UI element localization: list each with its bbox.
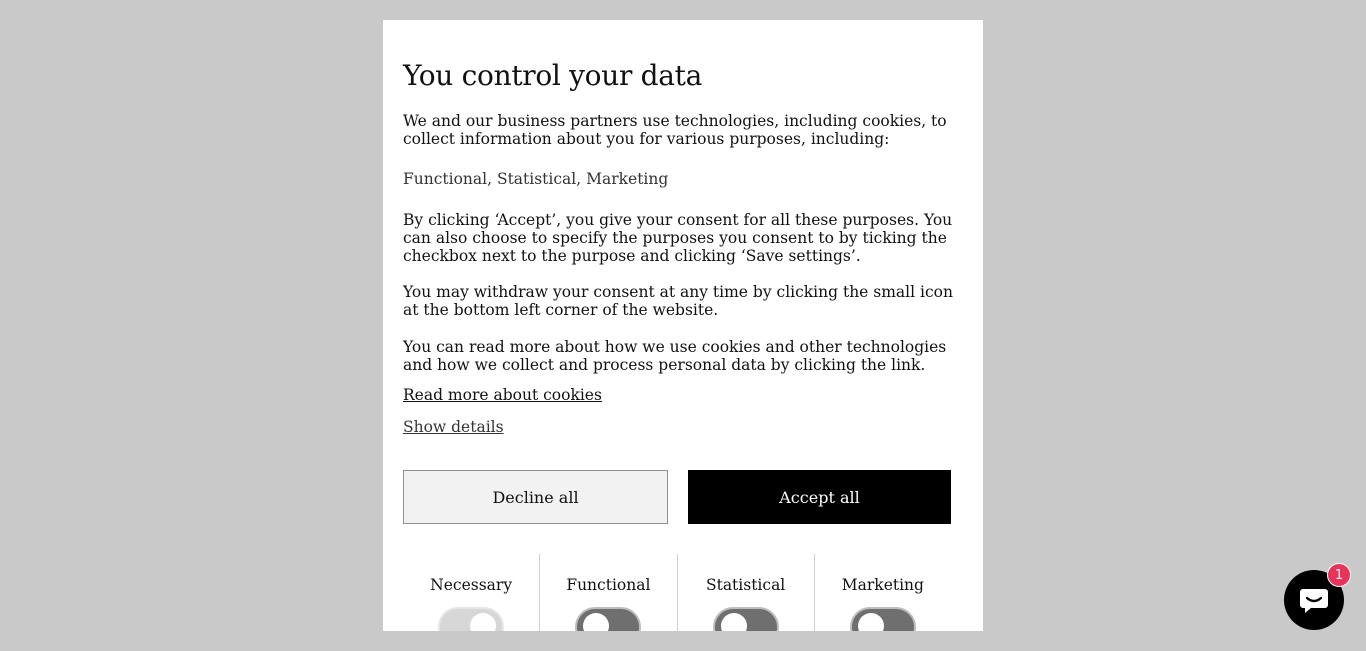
necessary-toggle bbox=[438, 607, 504, 631]
decline-all-button[interactable]: Decline all bbox=[403, 470, 668, 524]
dialog-title: You control your data bbox=[403, 59, 703, 92]
intro-text: We and our business partners use technologies, including cookies, to collect information about you for various purposes, including: bbox=[403, 112, 947, 148]
category-statistical bbox=[677, 554, 814, 631]
statistical-toggle[interactable] bbox=[713, 607, 779, 631]
cookie-consent-dialog bbox=[383, 20, 983, 631]
category-label: Necessary bbox=[430, 576, 513, 594]
category-label: Functional bbox=[566, 576, 651, 594]
marketing-toggle[interactable] bbox=[850, 607, 916, 631]
withdraw-explanation: You may withdraw your consent at any time by clicking the small icon at the bottom left corner of the website. bbox=[403, 283, 953, 319]
toggle-knob bbox=[721, 613, 747, 631]
chat-unread-badge: 1 bbox=[1327, 563, 1351, 587]
functional-toggle[interactable] bbox=[575, 607, 641, 631]
toggle-knob bbox=[470, 613, 496, 631]
category-marketing bbox=[814, 554, 951, 631]
chat-bubble-icon bbox=[1299, 586, 1329, 614]
consent-explanation: By clicking ‘Accept’, you give your consent for all these purposes. You can also choose to specify the purposes you consent to by ticking the checkbox next to the purpose and clicking ‘Save settings’. bbox=[403, 211, 953, 265]
consent-categories bbox=[403, 554, 951, 631]
show-details-link[interactable]: Show details bbox=[403, 418, 504, 436]
category-functional bbox=[539, 554, 676, 631]
category-label: Statistical bbox=[705, 576, 786, 594]
accept-all-button[interactable]: Accept all bbox=[688, 470, 951, 524]
read-more-cookies-link[interactable]: Read more about cookies bbox=[403, 386, 602, 404]
category-necessary bbox=[403, 554, 539, 631]
purposes-list: Functional, Statistical, Marketing bbox=[403, 170, 669, 188]
category-label: Marketing bbox=[841, 576, 924, 594]
toggle-knob bbox=[583, 613, 609, 631]
toggle-knob bbox=[858, 613, 884, 631]
read-more-explanation: You can read more about how we use cookies and other technologies and how we collect and process personal data by clicking the link. bbox=[403, 338, 947, 374]
